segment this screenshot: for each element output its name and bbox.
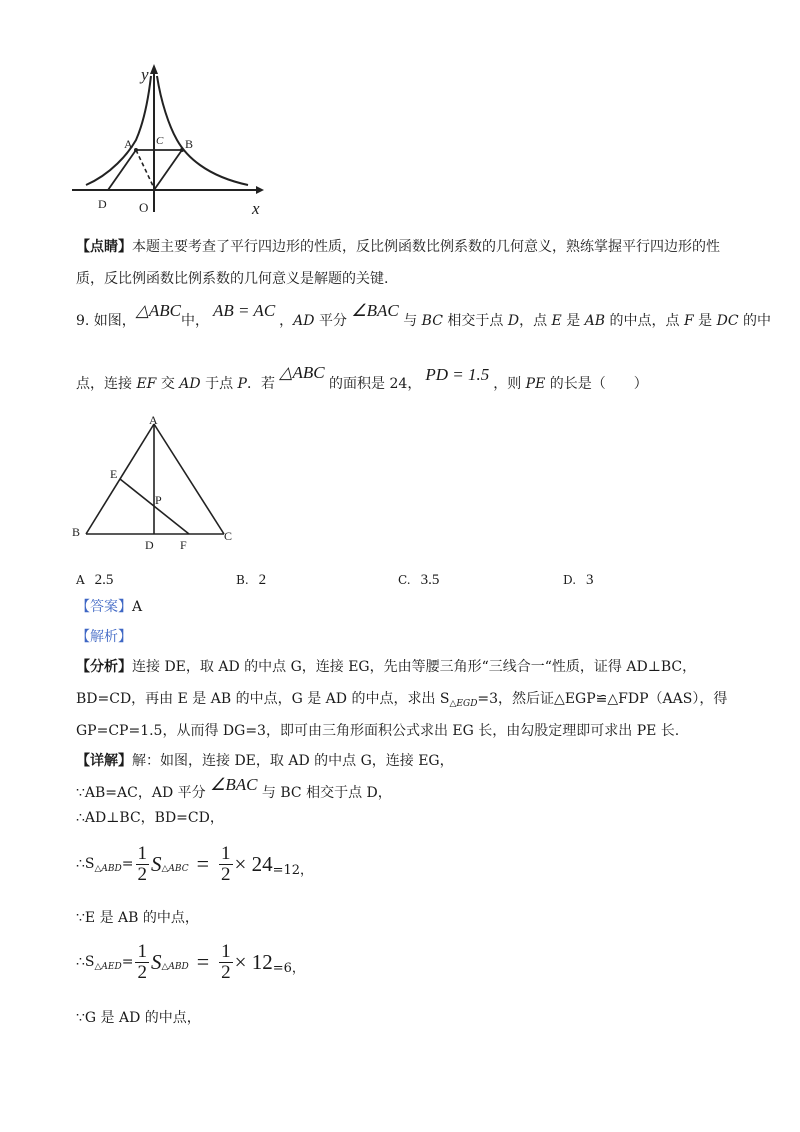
option-a-value: 2.5 [94,572,114,588]
label-d: D [145,538,154,552]
eq1-num: 1 [137,842,147,864]
xiangjie-angle-bac: ∠BAC [210,775,258,794]
xiangjie-text-3: ∴AD⊥BC，BD=CD， [76,810,224,826]
fenxi-tag: 【分析】 [76,659,132,675]
xiangjie-tag: 【详解】 [76,753,132,769]
x-axis-arrow [256,186,264,194]
option-b-letter: B. [236,573,249,587]
option-b [236,572,266,589]
label-p: P [155,493,162,507]
segment-ao-dashed [136,150,154,188]
q9-angle-bac: ∠BAC [351,301,399,320]
fenxi-line-3 [76,721,679,741]
hyperbola-figure [66,62,266,222]
q9-ab-eq-ac: AB = AC [213,301,276,320]
eq2-times: × 12 [234,950,273,974]
analysis-line [76,627,132,647]
label-b: B [185,137,194,151]
point-a-dot [134,148,138,152]
q9-text: 相交于点 [442,313,508,329]
q9-text: 中， [181,313,209,329]
side-ac [154,424,224,534]
q9-text: ，则 [493,376,526,392]
dianjing-line-1 [76,237,720,257]
option-a [76,572,113,589]
eq2-pre: ∴S [76,954,95,970]
eq1-times: × 24 [234,852,273,876]
q9-math: BC [421,313,443,329]
eq1-s: S [151,852,162,876]
eq2-s: S [150,950,162,974]
dianjing-text-2: 质，反比例函数比例系数的几何意义是解题的关键. [76,271,389,287]
eq2-num: 1 [137,940,147,962]
fenxi-line-2 [76,689,727,714]
eq2-equals: = [196,949,210,974]
xiangjie-line-4 [76,908,199,928]
answer-value: A [132,599,143,615]
option-c [398,572,439,589]
q9-math: F [683,313,694,329]
xiangjie-text-5: ∵G 是 AD 的中点， [76,1010,201,1026]
fenxi-line-1 [76,657,696,677]
q9-math: AD [293,313,315,329]
q9-text: 与 [398,313,422,329]
label-o: O [139,200,149,215]
analysis-tag: 【解析】 [76,629,132,645]
q9-math: AD [179,376,201,392]
q9-text: ， [279,313,294,329]
answer-line [76,597,142,617]
q9-pd-value: PD = 1.5 [425,365,490,384]
dianjing-text-1: 本题主要考查了平行四边形的性质，反比例函数比例系数的几何意义，熟练掌握平行四边形的性 [132,239,720,255]
label-b: B [72,525,81,539]
xiangjie-line-1 [76,751,454,771]
triangle-figure [66,412,246,552]
question-9-line-2 [76,363,648,398]
segment-ad [108,150,136,190]
option-d-letter: D. [563,573,577,587]
eq1-sub: △ABD [94,864,122,874]
eq1-ssub: △ABC [161,864,189,874]
eq1-equals: = [196,851,210,876]
q9-math: PE [525,376,546,392]
option-d-value: 3 [586,572,594,588]
equation-1 [76,842,313,890]
option-c-value: 3.5 [420,572,440,588]
eq1-num2: 1 [221,842,231,864]
q9-math: DC [716,313,739,329]
xiangjie-line-2 [76,775,392,806]
q9-triangle-abc-2: △ABC [279,363,325,382]
q9-triangle-abc: △ABC [135,301,181,320]
q9-text: 交 [156,376,180,392]
label-c: C [224,529,233,543]
eq1-fraction-1 [136,844,150,885]
y-axis-label: y [141,65,149,84]
q9-text: 于点 [200,376,238,392]
xiangjie-line-3 [76,808,224,828]
q9-text: 平分 [314,313,352,329]
left-hyperbola-branch [86,76,151,185]
fenxi-text-2b: =3，然后证△EGP≌△FDP（AAS），得 [477,691,728,707]
xiangjie-text-2b: 与 BC 相交于点 D， [257,785,392,801]
dianjing-tag: 【点睛】 [76,239,132,255]
equation-2 [76,940,305,988]
question-9-line-1 [76,301,771,335]
q9-text: 是 [693,313,717,329]
answer-tag: 【答案】 [76,599,132,615]
label-c: C [156,135,164,147]
q9-math: E [551,313,562,329]
eq2-fraction-1 [135,942,149,983]
q9-text: 的长是（ ） [545,376,648,392]
q9-text: 点，连接 [76,376,137,392]
eq1-result: =12， [272,863,314,878]
option-b-value: 2 [258,572,267,588]
fenxi-text-1: 连接 DE，取 AD 的中点 G，连接 EG，先由等腰三角形“三线合一“性质，证得 AD⊥BC， [132,659,697,675]
eq2-fraction-2 [219,942,233,983]
segment-bo [154,150,182,190]
fenxi-sub: △EGD [449,699,478,709]
right-hyperbola-branch [157,76,248,185]
fenxi-text-3: GP=CP=1.5，从而得 DG=3，即可由三角形面积公式求出 EG 长，由勾股定理即可求出 PE 长. [76,723,680,739]
xiangjie-text-2a: ∵AB=AC，AD 平分 [76,785,211,801]
label-a: A [124,137,133,151]
dianjing-line-2 [76,269,388,289]
eq2-den2: 2 [221,961,231,983]
q9-text: 9. 如图， [76,313,136,329]
option-c-letter: C. [398,573,411,587]
x-axis-label: x [252,199,260,218]
option-d [563,572,594,589]
xiangjie-text-1: 解：如图，连接 DE，取 AD 的中点 G，连接 EG， [132,753,454,769]
q9-math: D [507,313,520,329]
eq2-sub: △AED [94,962,122,972]
q9-text: 的中 [738,313,771,329]
y-axis-arrow [150,64,158,74]
label-e: E [110,467,118,481]
label-d: D [98,197,107,211]
label-a: A [149,413,158,427]
q9-math: EF [136,376,157,392]
q9-text: 的中点，点 [605,313,684,329]
eq1-pre: ∴S [76,856,95,872]
label-f: F [180,538,187,552]
eq2-num2: 1 [221,940,231,962]
eq2-result: =6， [272,961,305,976]
fenxi-text-2a: BD=CD，再由 E 是 AB 的中点，G 是 AD 的中点，求出 S [76,691,450,707]
q9-math: P [237,376,247,392]
q9-text: 是 [561,313,585,329]
q9-text: ．若 [246,376,280,392]
eq2-eqsign: = [121,954,134,970]
point-b-dot [180,148,184,152]
eq1-fraction-2 [219,844,233,885]
option-a-letter: A [76,573,85,587]
q9-math: AB [584,313,606,329]
eq1-den2: 2 [221,863,231,885]
q9-text: 的面积是 24， [324,376,422,392]
eq2-den: 2 [137,961,147,983]
xiangjie-text-4: ∵E 是 AB 的中点， [76,910,199,926]
eq1-den: 2 [137,863,147,885]
eq1-eqsign: = [121,856,134,872]
eq2-ssub: △ABD [161,962,189,972]
xiangjie-line-5 [76,1008,201,1028]
q9-text: ，点 [519,313,552,329]
